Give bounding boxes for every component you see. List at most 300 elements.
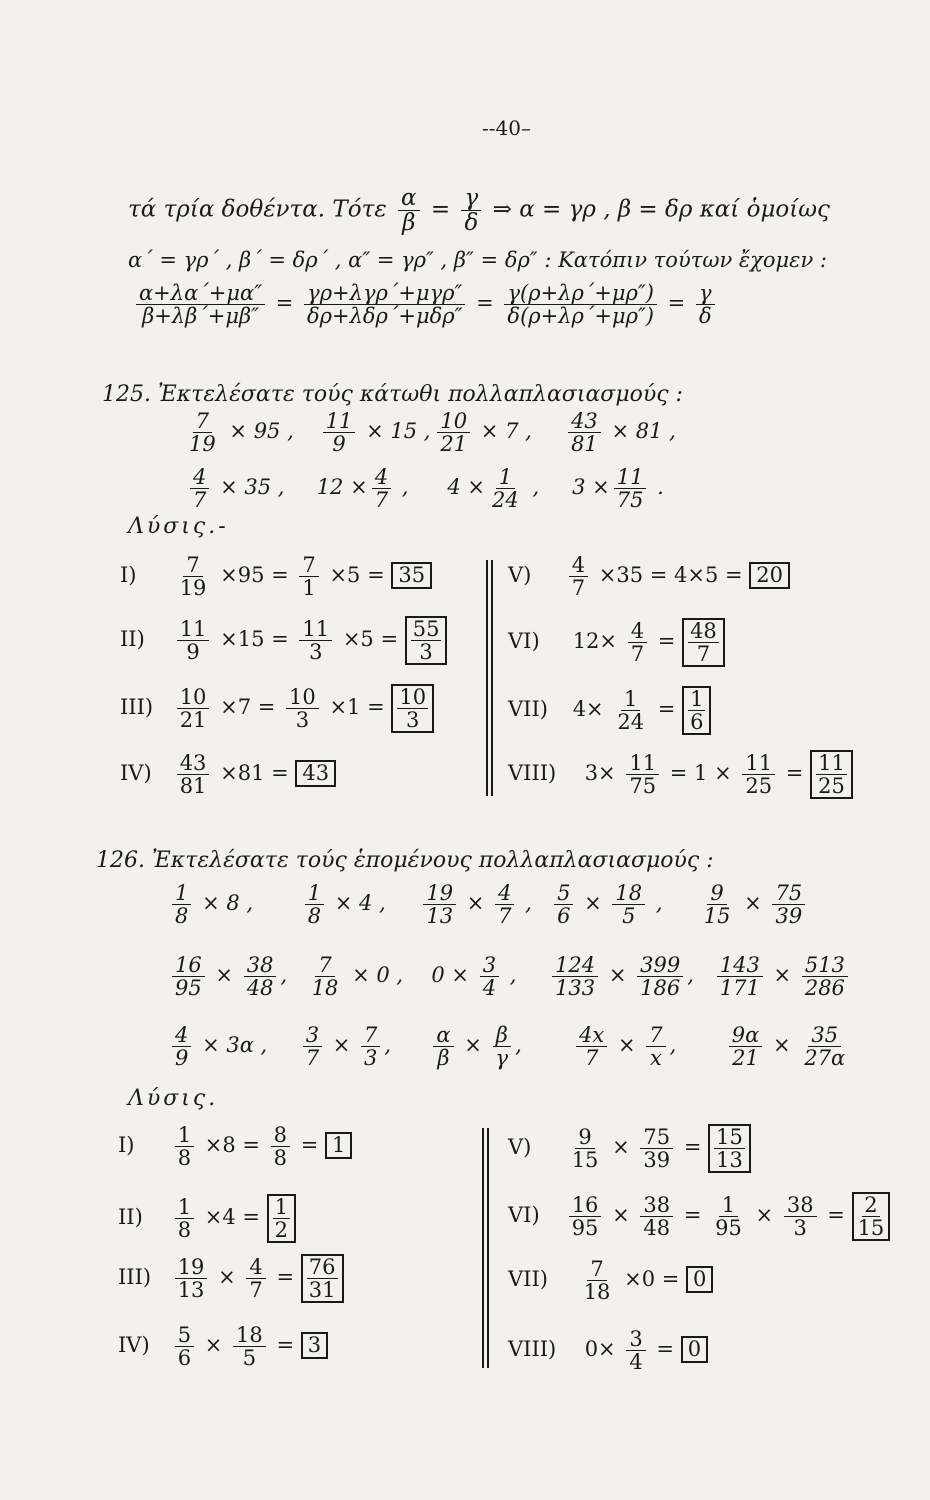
solution-126-I	[118, 1124, 352, 1169]
solution-126-VII	[508, 1258, 713, 1303]
expression	[301, 882, 413, 927]
math-text: VIII)	[508, 1337, 557, 1362]
math-text: ×5 =	[342, 627, 399, 652]
numerator: 18	[233, 1324, 266, 1347]
denominator: 25	[818, 774, 845, 799]
denominator: 81	[571, 432, 598, 457]
math-text: .	[657, 475, 664, 500]
numerator: 48	[690, 619, 717, 643]
denominator: 8	[177, 1146, 192, 1171]
math-text: 4 ×	[447, 475, 486, 500]
expression	[317, 466, 441, 511]
denominator: 48	[246, 976, 274, 1001]
numerator: 11	[614, 466, 647, 489]
denominator: 31	[308, 1278, 336, 1303]
numerator: 1	[305, 882, 324, 905]
numerator: 10	[177, 686, 210, 709]
numerator: 4	[495, 882, 514, 905]
math-text: ×	[772, 1033, 791, 1058]
denominator: 48	[643, 1216, 671, 1241]
numerator: 5	[554, 882, 573, 905]
math-text: ×95 =	[220, 563, 289, 588]
fraction	[190, 466, 209, 511]
fraction	[186, 410, 219, 455]
denominator: 19	[179, 576, 207, 601]
denominator: 18	[583, 1280, 611, 1305]
exercise-126-row-1	[168, 882, 807, 927]
expression	[572, 466, 672, 511]
math-text: ,	[384, 1033, 392, 1058]
math-text: =	[785, 761, 804, 786]
math-text: I)	[120, 563, 137, 588]
math-text: ×	[218, 1265, 236, 1290]
denominator: 95	[175, 976, 202, 1001]
denominator: β	[402, 210, 416, 237]
denominator: 13	[426, 904, 454, 929]
numerator: 10	[286, 686, 319, 709]
numerator: 11	[818, 751, 845, 775]
math-text: 0×	[584, 1337, 616, 1362]
numerator: 4	[246, 1256, 265, 1279]
denominator: δ(ρ+λρ΄+μρ″)	[507, 304, 654, 329]
denominator: 75	[629, 774, 657, 799]
denominator: β+λβ΄+μβ″	[142, 304, 259, 329]
fraction	[646, 1024, 665, 1069]
math-text: × 3α ,	[202, 1033, 268, 1058]
math-text: III)	[118, 1265, 152, 1290]
math-text: 0 ×	[431, 963, 470, 988]
math-text: =	[683, 1135, 702, 1160]
numerator: 7	[183, 554, 202, 577]
denominator: 7	[584, 1046, 599, 1071]
math-text: ,	[687, 963, 694, 988]
exercise-126-solutions-title: Λύσις.	[128, 1086, 219, 1111]
math-text: ,	[669, 1033, 677, 1058]
numerator: α+λα΄+μα″	[136, 282, 265, 305]
solution-126-III	[118, 1254, 344, 1303]
column-divider	[486, 560, 493, 796]
fraction	[175, 1124, 194, 1169]
result-box: 35	[391, 562, 432, 589]
numerator: 76	[308, 1255, 336, 1279]
result-box	[708, 1124, 751, 1173]
numerator: 38	[244, 954, 277, 977]
expression	[697, 882, 807, 927]
math-text: VIII)	[508, 761, 557, 786]
fraction	[581, 1258, 614, 1303]
numerator: 43	[568, 410, 601, 433]
math-text: ×	[466, 891, 485, 916]
fraction	[309, 954, 342, 999]
math-text: 12 ×	[316, 475, 368, 500]
fraction	[568, 410, 601, 455]
math-text: ×	[617, 1033, 636, 1058]
expression	[447, 466, 565, 511]
exercise-126-row-3	[168, 1024, 855, 1069]
fraction	[552, 954, 598, 999]
exercise-125-heading: 125. Ἐκτελέσατε τούς κάτωθι πολλαπλασιασμούς :	[102, 382, 683, 407]
fraction	[569, 554, 588, 599]
denominator: 13	[177, 1278, 205, 1303]
numerator: 15	[716, 1125, 743, 1149]
denominator: 5	[242, 1346, 257, 1371]
numerator: 3	[303, 1024, 322, 1047]
fraction	[554, 882, 573, 927]
denominator: 7	[498, 904, 512, 929]
fraction	[569, 1194, 602, 1239]
numerator: 11	[626, 752, 659, 775]
denominator: 95	[715, 1216, 742, 1241]
math-text: I)	[118, 1133, 135, 1158]
numerator: 10	[437, 410, 470, 433]
numerator: 4	[569, 554, 588, 577]
math-text: 3 ×	[572, 475, 610, 500]
exercise-125-solutions-title: Λύσις.-	[128, 514, 229, 539]
fraction	[640, 1194, 673, 1239]
fraction	[461, 186, 481, 235]
math-text: ×81 =	[220, 761, 289, 786]
expression	[305, 954, 425, 999]
denominator: 18	[311, 976, 339, 1001]
expression	[725, 1024, 855, 1069]
denominator: 9	[186, 640, 200, 665]
numerator: 2	[864, 1193, 878, 1217]
numerator: 1	[172, 882, 191, 905]
fraction	[246, 1256, 265, 1301]
math-text: =	[656, 1337, 675, 1362]
numerator: 19	[423, 882, 456, 905]
math-text: =	[683, 1203, 702, 1228]
result-box: 43	[295, 760, 336, 787]
solution-126-VI	[508, 1192, 890, 1241]
fraction	[742, 752, 775, 797]
expression	[419, 882, 543, 927]
numerator: 11	[177, 618, 210, 641]
solution-125-VIII	[508, 750, 853, 799]
expression	[182, 410, 312, 455]
fraction	[712, 1194, 745, 1239]
math-text: × 0 ,	[352, 963, 404, 988]
denominator: 3	[309, 640, 323, 665]
solution-125-V	[508, 554, 790, 599]
fraction	[304, 282, 465, 327]
fraction	[286, 686, 319, 731]
fraction	[614, 688, 647, 733]
solution-125-IV	[120, 752, 336, 797]
math-text: =	[657, 629, 676, 654]
fraction	[701, 882, 734, 927]
math-text: ×	[204, 1333, 223, 1358]
denominator: 39	[643, 1148, 671, 1173]
numerator: 43	[177, 752, 210, 775]
fraction	[423, 882, 456, 927]
fraction	[175, 1324, 194, 1369]
column-divider	[482, 1128, 489, 1368]
denominator: 171	[719, 976, 760, 1001]
numerator: 1	[496, 466, 515, 489]
fraction	[696, 282, 715, 327]
fraction	[433, 1024, 453, 1069]
result-box: 1	[325, 1132, 352, 1159]
numerator: 11	[299, 618, 332, 641]
expression	[168, 1024, 292, 1069]
numerator: 1	[690, 687, 704, 711]
denominator: 8	[307, 904, 322, 929]
denominator: 7	[374, 488, 389, 513]
solution-125-II	[120, 616, 447, 665]
numerator: γρ+λγρ΄+μγρ″	[304, 282, 465, 305]
fraction	[480, 954, 499, 999]
fraction	[802, 954, 848, 999]
numerator: 513	[802, 954, 848, 977]
math-text: ×	[584, 891, 602, 916]
fraction	[637, 954, 683, 999]
intro-line-1: τά τρία δοθέντα. Τότε $\frac{\alpha}{\beta}$ = $\frac{\gamma}{\delta}$ ⇒ α = γρ , β = δρ καί ὁμοίως	[128, 185, 830, 237]
math-text: III)	[120, 695, 154, 720]
expression	[429, 1024, 565, 1069]
fraction	[801, 1024, 848, 1069]
denominator: 7	[696, 642, 711, 667]
numerator: 75	[640, 1126, 673, 1149]
numerator: γ(ρ+λρ΄+μρ″)	[504, 282, 656, 305]
denominator: 21	[179, 708, 207, 733]
math-text: ,	[532, 475, 540, 500]
expression	[431, 954, 541, 999]
math-text: IV)	[120, 761, 152, 786]
expression	[319, 409, 431, 457]
exercise-125-row-2	[186, 466, 672, 511]
numerator: 10	[399, 685, 427, 709]
intro-equation: $\frac{\alpha+\lambda\alpha΄+\mu\alpha''}{\beta+\lambda\beta΄+\mu\beta''}$ = $\frac{\text{γρ+λγρ΄+μγρ″}}{\text{δρ+λδρ΄+μδρ″}}$ = $\frac{\gamma(\rho+\lambda\rho΄+\mu\rho'')}{\delta(\rho+\lambda\rho΄+\mu\rho'')}$ = $\frac{\gamma}{\delta}$	[132, 282, 719, 327]
numerator: γ	[696, 282, 715, 305]
math-text: × 4 ,	[334, 891, 386, 916]
math-text: ×	[612, 1135, 630, 1160]
fraction	[784, 1194, 817, 1239]
denominator: 2	[274, 1218, 289, 1243]
denominator: 21	[732, 1046, 759, 1071]
denominator: 7	[249, 1278, 263, 1303]
math-text: VI)	[508, 1203, 540, 1228]
fraction	[772, 882, 805, 927]
denominator: 7	[571, 576, 586, 601]
fraction	[493, 1024, 512, 1069]
math-text: × 8 ,	[202, 891, 254, 916]
denominator: 39	[775, 904, 803, 929]
numerator: 399	[637, 954, 683, 977]
denominator: 81	[179, 774, 207, 799]
result-box: 3	[301, 1332, 328, 1359]
fraction	[175, 1256, 208, 1301]
intro-line-1-text: τά τρία δοθέντα. Τότε	[128, 196, 387, 223]
fraction	[303, 1024, 322, 1069]
math-text: =	[300, 1133, 319, 1158]
fraction	[504, 282, 657, 327]
numerator: 124	[552, 954, 598, 977]
math-text: ,	[401, 475, 409, 500]
expression	[299, 1024, 423, 1069]
numerator: 16	[569, 1194, 602, 1217]
numerator: 35	[808, 1024, 841, 1047]
fraction	[626, 752, 659, 797]
result-box: 0	[681, 1336, 708, 1363]
math-text: II)	[118, 1205, 143, 1230]
fraction	[717, 954, 763, 999]
numerator: 5	[175, 1324, 194, 1347]
math-text: × 35 ,	[220, 475, 285, 500]
numerator: 3	[626, 1328, 645, 1351]
fraction	[437, 410, 470, 455]
math-text: × 7 ,	[480, 419, 532, 444]
fraction	[372, 466, 391, 511]
math-text: ,	[525, 891, 532, 916]
solution-125-III	[120, 684, 434, 733]
denominator: 7	[193, 488, 207, 513]
exercise-125-row-1	[182, 410, 694, 455]
result-box	[405, 616, 448, 665]
numerator: 16	[172, 954, 205, 977]
math-text: ×	[608, 963, 627, 988]
math-text: =	[276, 1333, 295, 1358]
fraction	[323, 410, 356, 455]
numerator: 143	[717, 954, 763, 977]
math-text: VII)	[508, 1267, 548, 1292]
fraction	[233, 1324, 266, 1369]
result-box	[682, 686, 711, 735]
math-text: ×0 =	[624, 1267, 680, 1292]
numerator: 18	[612, 882, 645, 905]
numerator: 4	[628, 620, 647, 643]
numerator: 11	[742, 752, 775, 775]
solution-126-VIII	[508, 1328, 708, 1373]
denominator: 9	[175, 1046, 189, 1071]
fraction	[244, 954, 277, 999]
denominator: 4	[482, 976, 497, 1001]
math-text: VI)	[508, 629, 540, 654]
fraction	[398, 186, 420, 235]
fraction	[495, 882, 514, 927]
math-text: ×4 =	[204, 1205, 260, 1230]
fraction	[177, 618, 210, 663]
math-text: II)	[120, 627, 145, 652]
numerator: 3	[480, 954, 499, 977]
fraction	[175, 1196, 194, 1241]
denominator: δ	[464, 210, 479, 237]
math-text: ,	[280, 963, 288, 988]
solution-126-IV	[118, 1324, 328, 1369]
result-box	[852, 1192, 891, 1241]
math-text: × 15 ,	[366, 419, 431, 444]
denominator: 13	[716, 1148, 743, 1173]
denominator: δ	[698, 304, 712, 329]
denominator: 7	[305, 1046, 320, 1071]
numerator: 1	[175, 1124, 194, 1147]
result-box	[682, 618, 725, 667]
numerator: 1	[621, 688, 640, 711]
numerator: 38	[640, 1194, 673, 1217]
fraction	[271, 1124, 290, 1169]
denominator: 8	[177, 1218, 192, 1243]
fraction	[172, 1024, 191, 1069]
math-text: 12×	[572, 629, 618, 654]
exercise-126-heading: 126. Ἐκτελέσατε τούς ἑπομένους πολλαπλασιασμούς :	[96, 848, 714, 873]
math-text: 4×	[572, 697, 604, 722]
result-box	[267, 1194, 296, 1243]
numerator: 55	[412, 617, 440, 641]
numerator: 1	[274, 1195, 289, 1219]
numerator: 9	[575, 1126, 594, 1149]
denominator: 6	[177, 1346, 192, 1371]
numerator: 75	[772, 882, 805, 905]
fraction	[489, 466, 522, 511]
numerator: 7	[315, 954, 334, 977]
numerator: γ	[461, 186, 481, 211]
math-text: ×8 =	[204, 1133, 260, 1158]
fraction	[299, 554, 318, 599]
fraction	[628, 620, 647, 665]
fraction	[177, 554, 210, 599]
denominator: x	[650, 1046, 662, 1071]
expression	[168, 954, 298, 999]
math-text: ×15 =	[220, 627, 289, 652]
result-box: 20	[749, 562, 790, 589]
numerator: 7	[587, 1258, 606, 1281]
fraction	[569, 1126, 602, 1171]
fraction	[614, 466, 647, 511]
denominator: 24	[492, 488, 519, 513]
denominator: 15	[571, 1148, 599, 1173]
numerator: α	[433, 1024, 453, 1047]
denominator: 19	[189, 432, 216, 457]
result-box	[391, 684, 434, 733]
denominator: δρ+λδρ΄+μδρ″	[307, 304, 463, 329]
denominator: 24	[617, 710, 645, 735]
denominator: 3	[406, 708, 420, 733]
denominator: 27α	[804, 1046, 846, 1071]
result-box	[301, 1254, 344, 1303]
numerator: β	[493, 1024, 511, 1047]
expression	[548, 954, 706, 999]
math-text: ×35 = 4×5 =	[598, 563, 743, 588]
math-text: ×	[755, 1203, 774, 1228]
denominator: 6	[557, 904, 571, 929]
denominator: 3	[295, 708, 310, 733]
fraction	[612, 882, 645, 927]
denominator: 6	[690, 710, 704, 735]
math-text: =	[276, 1265, 295, 1290]
numerator: 7	[299, 554, 318, 577]
exercise-126-row-2	[168, 954, 843, 999]
fraction	[177, 686, 210, 731]
solution-125-VII	[508, 686, 711, 735]
intro-line-1-rest: ⇒ α = γρ , β = δρ καί ὁμοίως	[492, 196, 830, 223]
denominator: 8	[175, 904, 189, 929]
expression	[433, 410, 557, 455]
expression	[713, 954, 843, 999]
math-text: ×	[215, 963, 234, 988]
denominator: γ	[495, 1046, 509, 1071]
fraction	[177, 752, 210, 797]
numerator: 8	[271, 1124, 290, 1147]
solution-125-VI	[508, 618, 725, 667]
math-text: ×	[744, 891, 762, 916]
expression	[550, 882, 690, 927]
math-text: ×	[332, 1033, 351, 1058]
denominator: 21	[440, 432, 468, 457]
fraction	[172, 882, 191, 927]
numerator: 1	[175, 1196, 194, 1219]
expression	[564, 410, 694, 455]
numerator: 7	[193, 410, 212, 433]
